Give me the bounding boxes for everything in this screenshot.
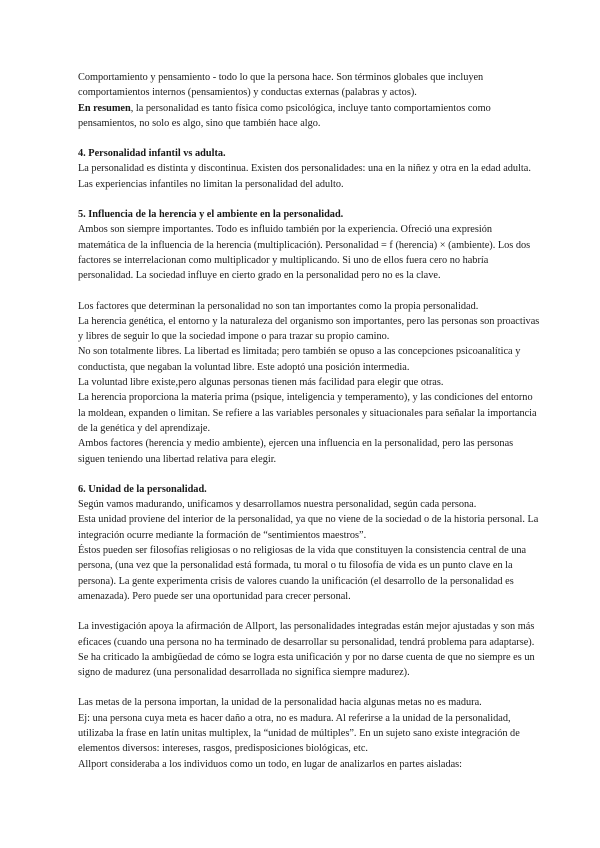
section-5 (78, 207, 540, 467)
section-heading: 6. Unidad de la personalidad. (78, 483, 207, 495)
summary-text: , la personalidad es tanto física como psicológica, incluye tanto comportamientos como pensamientos, no solo es algo, sino que también hace algo. (78, 102, 491, 129)
paragraph: Los factores que determinan la personalidad no son tan importantes como la propia personalidad. (78, 300, 479, 312)
paragraph: La personalidad es distinta y discontinua. Existen dos personalidades: una en la niñez y otra en la edad adulta. Las experiencias infantiles no limitan la personalidad del adulto. (78, 163, 531, 190)
paragraph: La herencia genética, el entorno y la naturaleza del organismo son importantes, pero las personas son proactivas y libres de seguir lo que la sociedad impone o para trazar su propio camino. (78, 315, 540, 343)
section-4 (78, 146, 540, 192)
section-heading: 5. Influencia de la herencia y el ambiente en la personalidad. (78, 209, 344, 221)
section-6 (78, 482, 540, 772)
intro-section (78, 70, 540, 131)
paragraph: La herencia proporciona la materia prima (psique, inteligencia y temperamento), y las condiciones del entorno la moldean, expanden o limitan. Se refiere a las variables personales y situacionales para señalar la importancia de la genética y del aprendizaje. (78, 392, 537, 434)
summary-lead: En resumen (78, 102, 131, 114)
section-heading: 4. Personalidad infantil vs adulta. (78, 148, 226, 160)
summary-paragraph (78, 101, 540, 132)
paragraph: Esta unidad proviene del interior de la personalidad, ya que no viene de la sociedad o de la historia personal. La integración ocurre mediante la formación de “sentimientos maestros”. (78, 514, 539, 541)
paragraph: Las metas de la persona importan, la unidad de la personalidad hacia algunas metas no es madura. (78, 697, 482, 709)
paragraph: Allport consideraba a los individuos como un todo, en lugar de analizarlos en partes aisladas: (78, 758, 463, 770)
paragraph: Ambos son siempre importantes. Todo es influido también por la experiencia. Ofreció una expresión matemática de la influencia de la herencia (multiplicación). Personalidad = f (herencia) × (ambiente). Los dos factores se interrelacionan como multiplicador y multiplicando. Si uno de ellos fuera cero no habría personalidad. La sociedad influye en cierto grado en la personalidad pero no es la clave. (78, 224, 531, 282)
paragraph: Ambos factores (herencia y medio ambiente), ejercen una influencia en la personalidad, pero las personas siguen teniendo una libertad relativa para elegir. (78, 438, 514, 465)
paragraph: Según vamos madurando, unificamos y desarrollamos nuestra personalidad, según cada persona. (78, 499, 477, 511)
paragraph: Éstos pueden ser filosofías religiosas o no religiosas de la vida que constituyen la consistencia central de una persona, (una vez que la personalidad está formada, tu moral o tu filosofía de vida es un punto clave en la persona). La gente experimenta crisis de valores cuando la unificación (el desarrollo de la personalidad es amenazada). Pero puede ser una oportunidad para crecer personal. (78, 545, 527, 602)
paragraph: Comportamiento y pensamiento - todo lo que la persona hace. Son términos globales que incluyen comportamientos internos (pensamientos) y conductas externas (palabras y actos). (78, 72, 484, 99)
paragraph: No son totalmente libres. La libertad es limitada; pero también se opuso a las concepciones psicoanalítica y conductista, que negaban la voluntad libre. Este adoptó una posición intermedia. (78, 346, 521, 373)
paragraph: La voluntad libre existe,pero algunas personas tienen más facilidad para elegir que otras. (78, 377, 444, 389)
paragraph: La investigación apoya la afirmación de Allport, las personalidades integradas están mejor ajustadas y son más eficaces (cuando una persona no ha terminado de desarrollar su personalidad, tendrá problema para adaptarse). Se ha criticado la ambigüedad de cómo se logra esta unificación y por no darse cuenta de que no siempre es un signo de madurez (una personalidad desarrollada no significa siempre madurez). (78, 621, 535, 679)
paragraph: Ej: una persona cuya meta es hacer daño a otra, no es madura. Al referirse a la unidad de la personalidad, utilizaba la frase en latín unitas multiplex, la “unidad de múltiples”. En un sujeto sano existe integración de elementos diversos: intereses, rasgos, predisposiciones biológicas, etc. (78, 712, 520, 755)
